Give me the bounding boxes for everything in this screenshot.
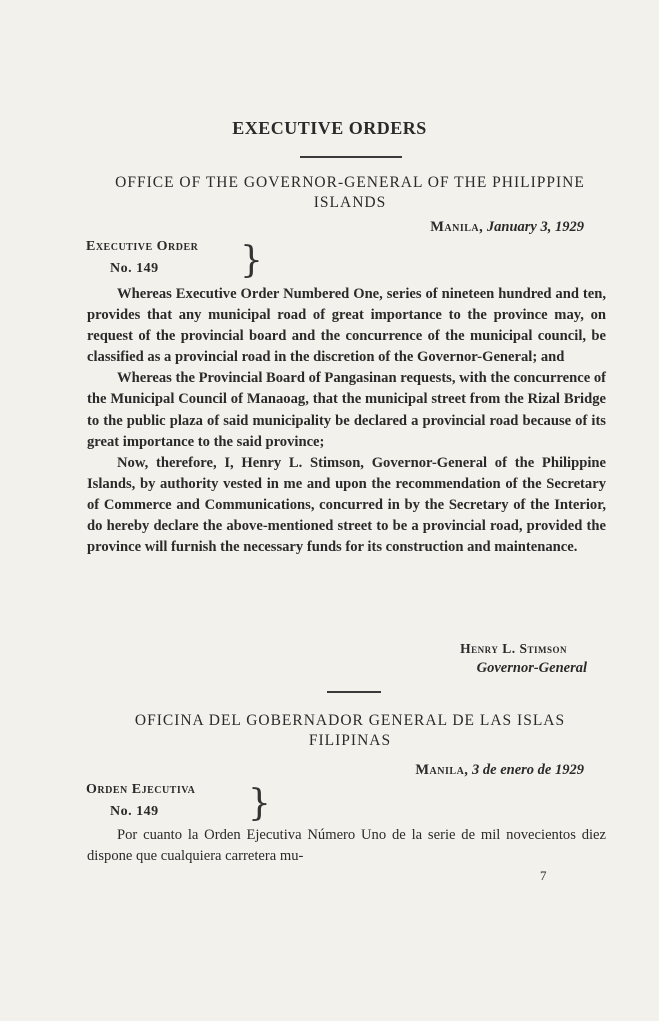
english-dateline-date: January 3, 1929 [486,219,584,235]
spanish-order-number: No. 149 [110,804,159,819]
english-dateline [430,219,584,236]
spanish-order-label-text: Orden Ejecutiva [86,782,196,797]
order-brace: } [240,240,263,281]
english-paragraph: Whereas Executive Order Numbered One, series of nineteen hundred and ten, provides that any municipal road of great importance to the province may, on request of the provincial board and the concurrence of the municipal council, be classified as a provincial road in the discretion of the Governor-General; and [87,286,606,366]
spanish-office-title: OFICINA DEL GOBERNADOR GENERAL DE LAS ISLAS FILIPINAS [134,712,566,749]
english-office-title: OFFICE OF THE GOVERNOR-GENERAL OF THE PHILIPPINE ISLANDS [115,174,585,211]
section-divider [300,156,402,158]
english-body [87,284,606,558]
english-signature-name: Henry L. Stimson [460,641,567,656]
page-title: EXECUTIVE ORDERS [232,118,427,138]
section-divider [327,691,381,693]
english-paragraph: Whereas the Provincial Board of Pangasinan requests, with the concurrence of the Municipal Council of Manaoag, that the municipal street from the Rizal Bridge to the public plaza of said municipality be declared a provincial road because of its great importance to the said province; [87,370,607,450]
order-brace: } [248,783,271,824]
english-signature-title: Governor-General [476,660,587,676]
spanish-order-label [86,779,195,823]
english-paragraph: Now, therefore, I, Henry L. Stimson, Governor-General of the Philippine Islands, by authority vested in me and upon the recommendation of the Secretary of Commerce and Communications, concurred in by the Secretary of the Interior, do hereby declare the above-mentioned street to be a provincial road, provided the province will furnish the necessary funds for its construction and maintenance. [87,454,606,556]
spanish-body [87,825,606,867]
english-dateline-place: Manila, [430,219,484,235]
spanish-paragraph: Por cuanto la Orden Ejecutiva Número Uno de la serie de mil novecientos diez dispone que cualquiera carretera mu- [87,827,606,865]
english-order-number: No. 149 [110,261,159,276]
spanish-dateline [415,762,584,779]
english-order-label-text: Executive Order [86,239,199,254]
spanish-dateline-date: 3 de enero de 1929 [472,762,584,778]
page-number: 7 [540,868,547,883]
english-order-label [86,236,198,280]
spanish-dateline-place: Manila, [415,762,469,778]
